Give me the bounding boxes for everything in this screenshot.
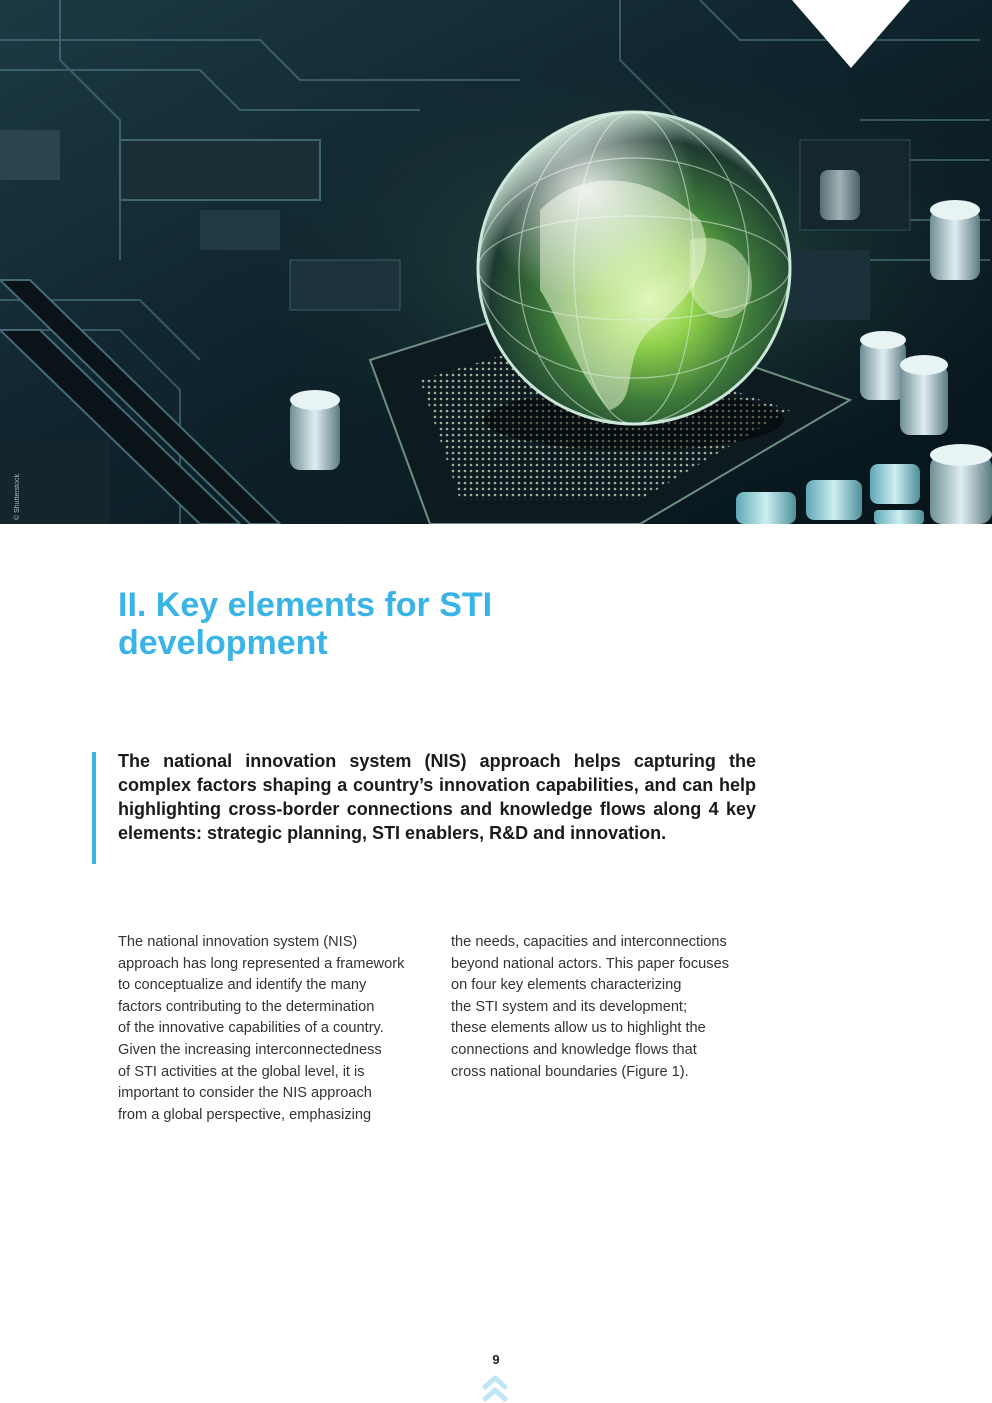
hero-image — [0, 0, 992, 524]
body-line: the needs, capacities and interconnections — [451, 934, 727, 950]
body-line: of STI activities at the global level, it is — [118, 1063, 365, 1080]
lead-paragraph: The national innovation system (NIS) approach helps capturing the complex factors shaping a country’s innovation capabilities, and can help highlighting cross-border connections and knowledge flows along 4 key elements: strategic planning, STI enablers, R&D and innovation. — [118, 751, 756, 843]
body-line: to conceptualize and identify the many — [118, 977, 367, 994]
section-title-line-2: development — [118, 624, 328, 662]
lead-accent-bar — [92, 752, 96, 864]
page-number: 9 — [492, 1352, 500, 1367]
body-line: cross national boundaries (Figure 1). — [451, 1063, 689, 1080]
corner-notch-decoration — [792, 0, 910, 70]
body-line: approach has long represented a framework — [118, 955, 405, 972]
body-line: the STI system and its development; — [451, 998, 688, 1015]
body-line: beyond national actors. This paper focuses — [451, 955, 729, 972]
body-column-right — [451, 932, 761, 1083]
section-title — [118, 586, 758, 662]
photo-credit: © Shutterstock — [14, 473, 21, 520]
body-line: Given the increasing interconnectedness — [118, 1041, 382, 1058]
body-line: important to consider the NIS approach — [118, 1085, 372, 1102]
body-line: from a global perspective, emphasizing — [118, 1106, 372, 1123]
body-line: factors contributing to the determination — [118, 998, 375, 1015]
circuit-board-illustration — [0, 0, 992, 524]
body-line: of the innovative capabilities of a country. — [118, 1020, 384, 1037]
body-line: The national innovation system (NIS) — [118, 934, 358, 950]
body-line: on four key elements characterizing — [451, 977, 682, 994]
double-chevron-up-icon[interactable] — [482, 1374, 508, 1403]
body-line: connections and knowledge flows that — [451, 1041, 697, 1058]
body-line: these elements allow us to highlight the — [451, 1020, 706, 1037]
body-column-left — [118, 932, 428, 1126]
section-title-line-1: II. Key elements for STI — [118, 586, 493, 624]
